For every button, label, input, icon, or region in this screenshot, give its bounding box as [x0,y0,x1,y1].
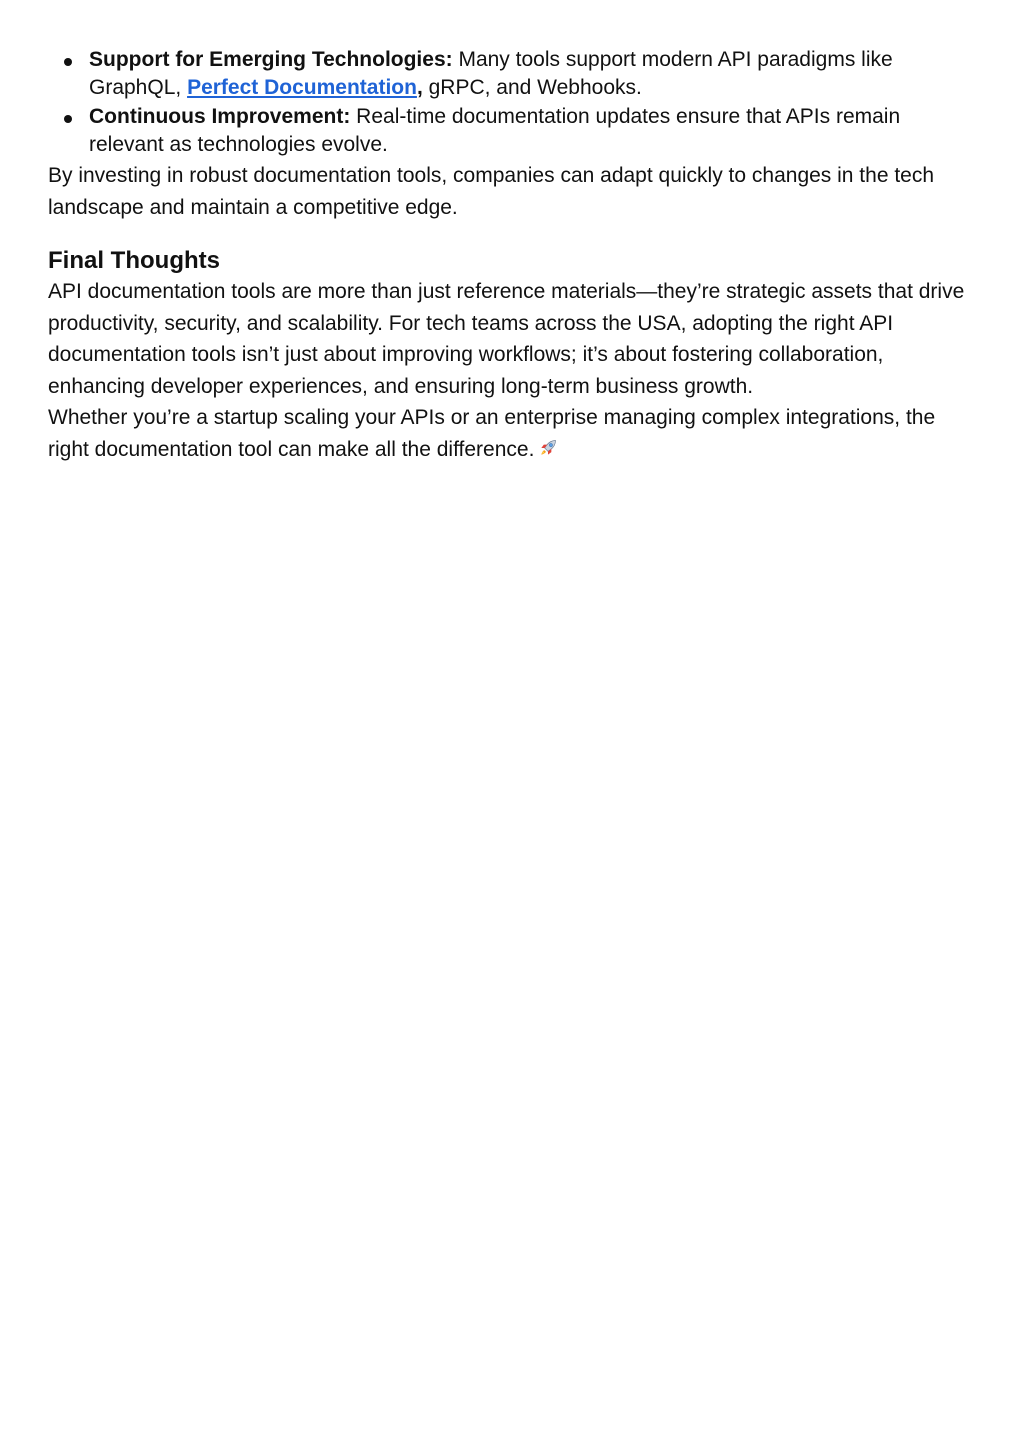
list-item-label: Continuous Improvement: [89,105,351,128]
paragraph-closing [48,402,978,465]
section-heading-final-thoughts: Final Thoughts [48,247,220,274]
rocket-icon [538,438,558,458]
perfect-documentation-link[interactable]: Perfect Documentation [187,76,417,99]
document-page [48,46,978,465]
paragraph-closing-text: Whether you’re a startup scaling your APIs or an enterprise managing complex integrations, the right documentation tool can make all the difference. [48,406,936,461]
list-item [48,46,978,102]
list-item-text: Many tools support modern API paradigms like GraphQL, [89,48,893,99]
list-item [48,103,978,159]
paragraph-invest: By investing in robust documentation tools, companies can adapt quickly to changes in the tech landscape and maintain a competitive edge. [48,164,935,219]
list-item-label: Support for Emerging Technologies: [89,48,453,71]
feature-list [48,46,978,159]
bullet-icon [64,115,72,123]
paragraph-final-thoughts: API documentation tools are more than just reference materials—they’re strategic assets that drive productivity, security, and scalability. For tech teams across the USA, adopting the right API documentation tools isn’t just about improving workflows; it’s about fostering collaboration, enhancing developer experiences, and ensuring long-term business growth. [48,280,965,398]
bullet-icon [64,58,72,66]
list-item-text: Real-time documentation updates ensure that APIs remain relevant as technologies evolve. [89,105,901,156]
list-item-comma: , [416,76,423,99]
list-item-text-after: gRPC, and Webhooks. [422,76,642,99]
